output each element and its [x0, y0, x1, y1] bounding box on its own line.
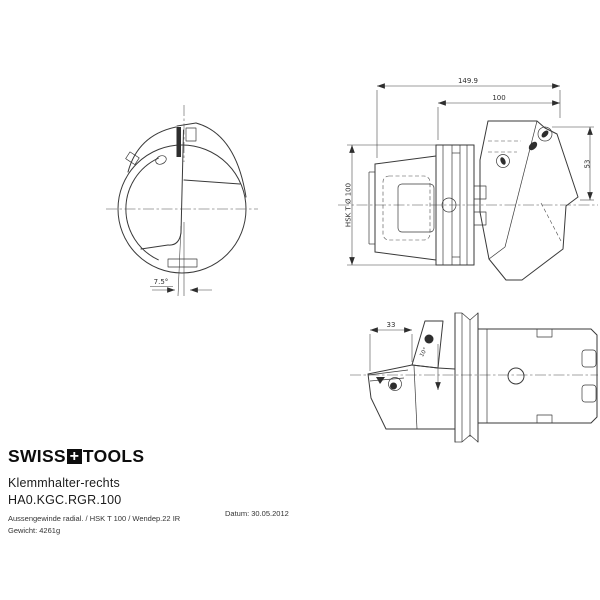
logo-text-right: TOOLS: [82, 446, 145, 466]
drive-key-slot: [582, 350, 596, 367]
flange-diameter-dimension: HSK T Ø 100: [344, 182, 353, 228]
head-screw: [425, 335, 434, 344]
front-angle-dimension: 7.5°: [153, 278, 169, 286]
date-label: Datum: 30.05.2012: [225, 509, 289, 518]
drive-key-slot: [582, 385, 596, 402]
gauge-length-dimension: 100: [492, 94, 506, 102]
side-view: [338, 77, 598, 280]
head-height-dimension: 53: [583, 159, 592, 169]
coolant-hole: [154, 154, 167, 166]
length-dimension: 149.9: [457, 77, 479, 85]
weight-label: Gewicht: 4261g: [8, 526, 61, 535]
logo-text-left: SWISS: [8, 446, 66, 466]
spec-line: Aussengewinde radial. / HSK T 100 / Wendep.22 IR: [8, 514, 181, 523]
insert-screw: [527, 140, 539, 152]
brand-logo: [8, 446, 180, 467]
offset-dimension: 33: [386, 321, 396, 329]
order-code: HA0.KGC.RGR.100: [8, 493, 122, 507]
cutting-edge-bar: [177, 127, 182, 157]
side-lock-hole: [508, 368, 524, 384]
top-angle-dimension: 10°: [419, 346, 430, 359]
front-view: [106, 105, 258, 296]
top-view: [350, 313, 598, 442]
product-name: Klemmhalter-rechts: [8, 476, 120, 490]
taper-bore-hidden: [383, 176, 430, 240]
title-block: [8, 446, 180, 535]
swiss-cross-icon: +: [67, 449, 82, 464]
